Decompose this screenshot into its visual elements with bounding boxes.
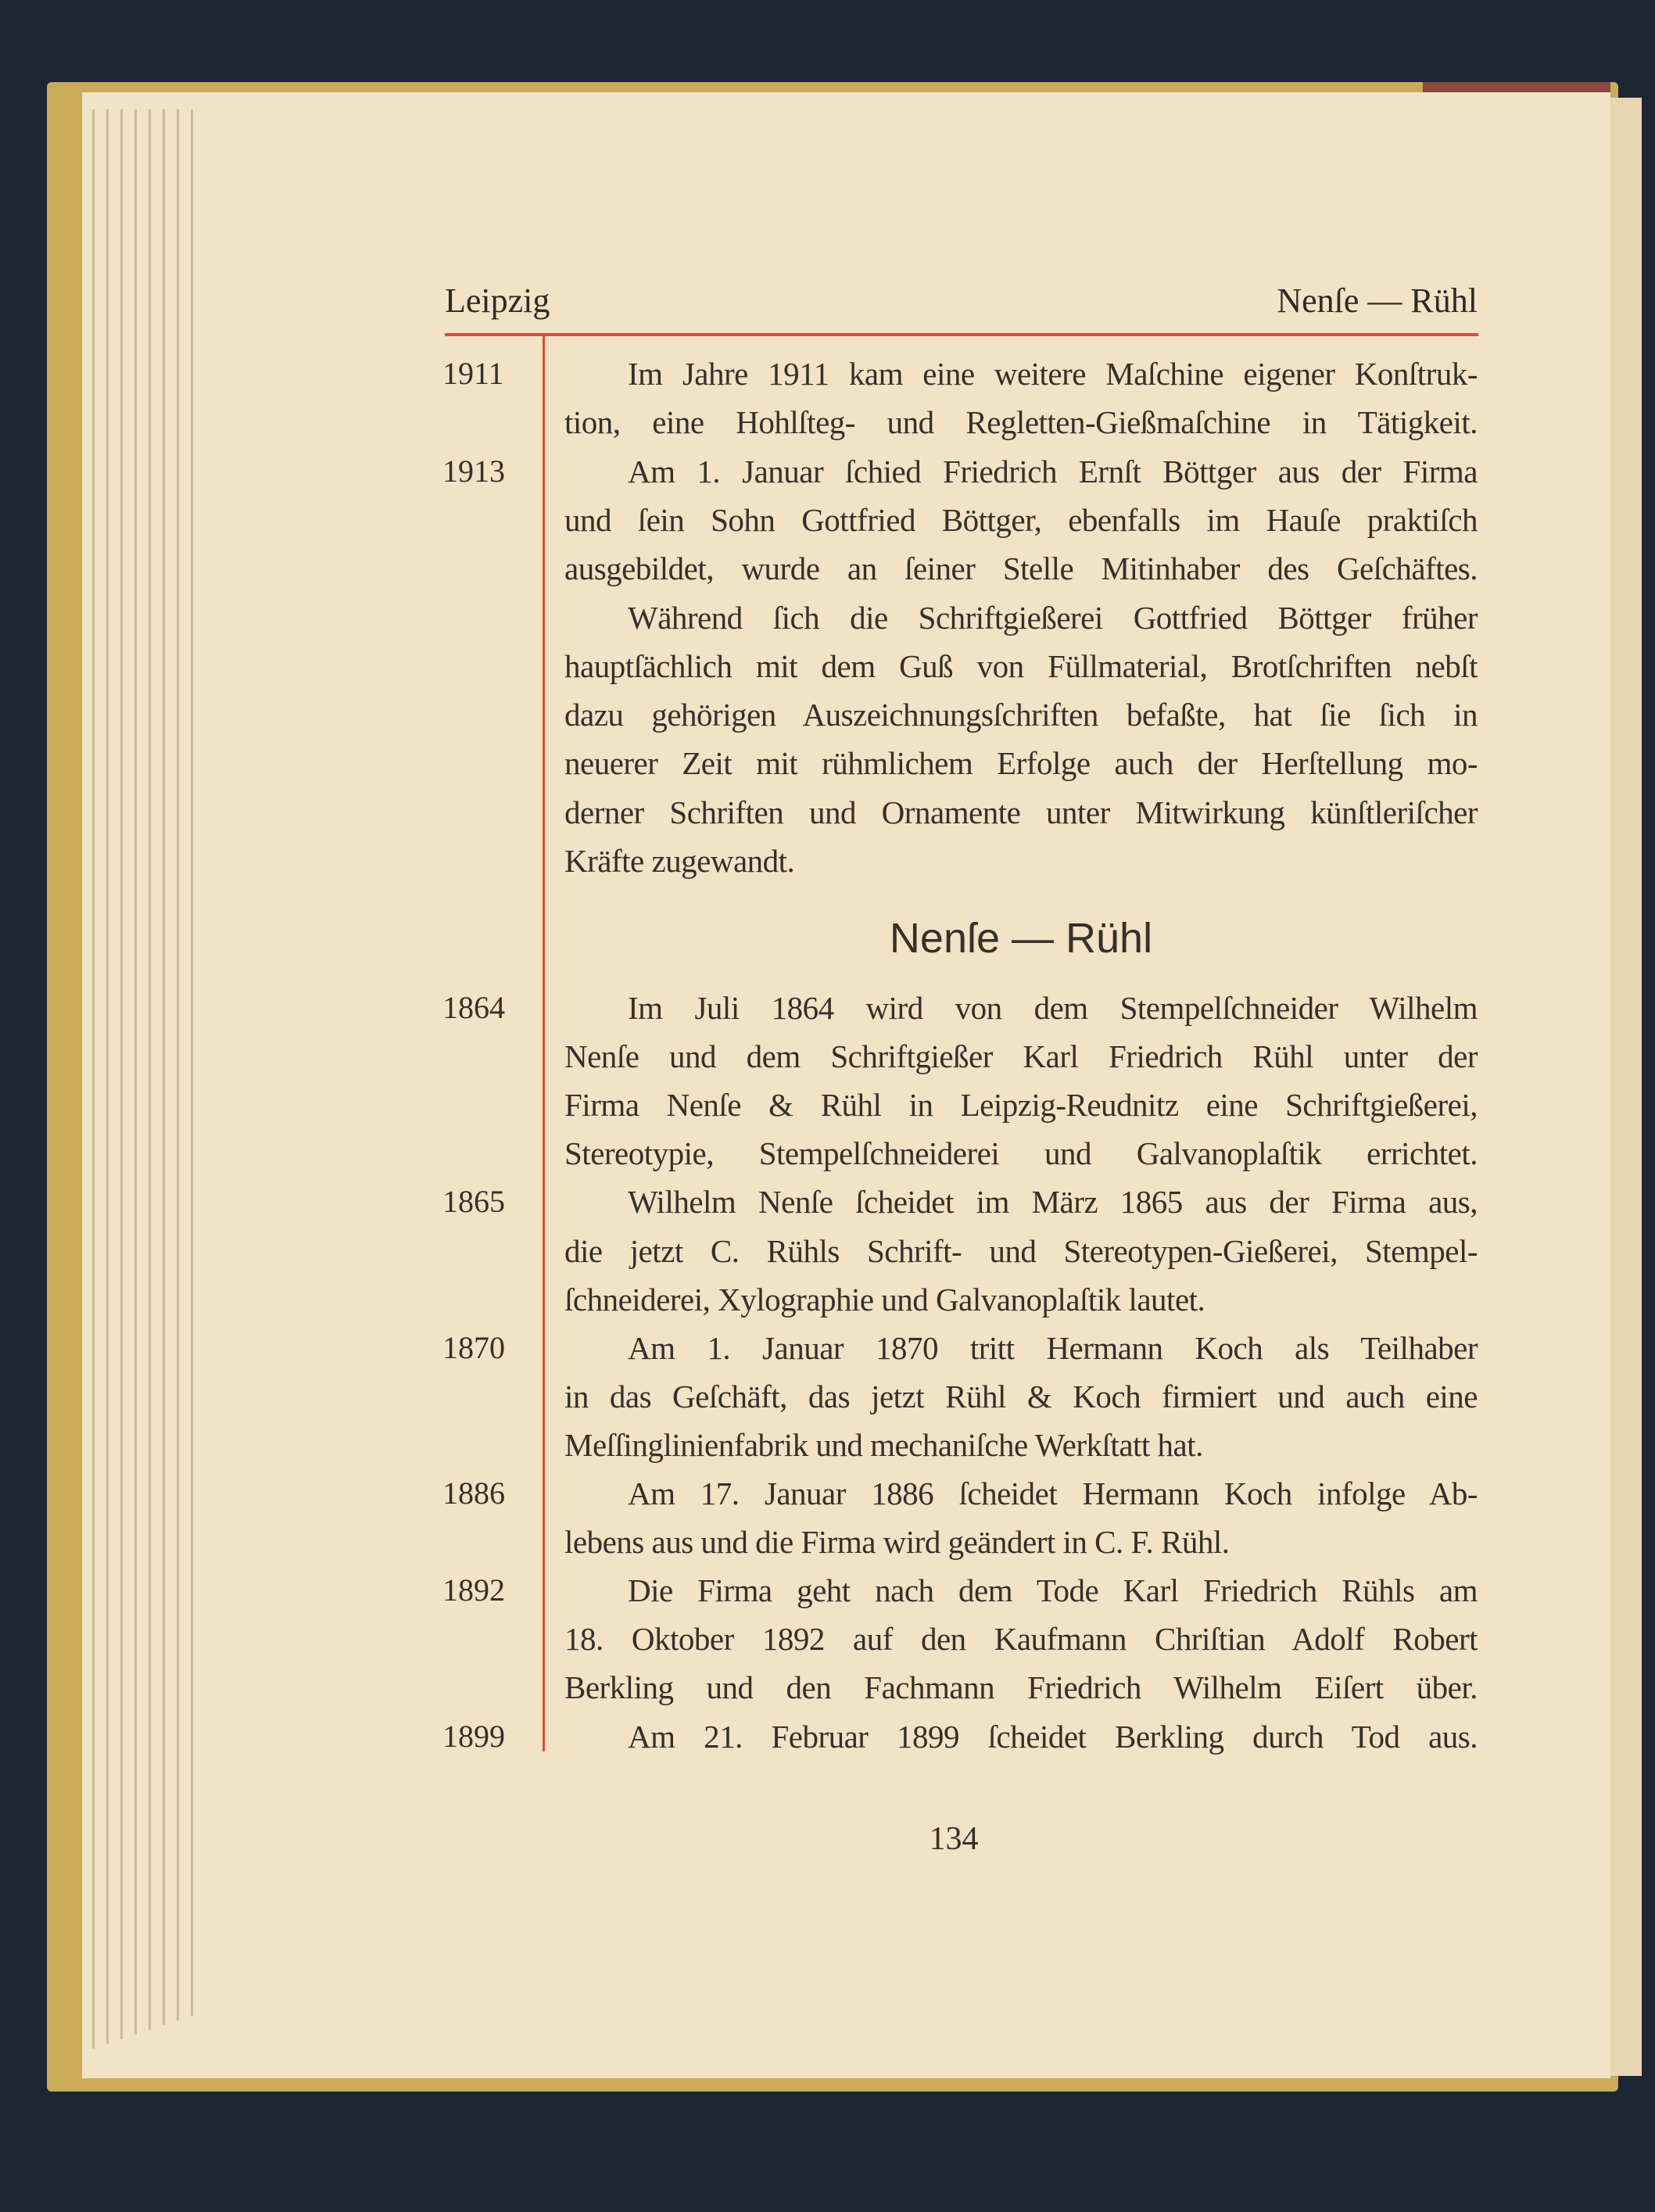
page-edge-line bbox=[120, 109, 123, 2039]
text-line: Firma Nenſe & Rühl in Leipzig-Reudnitz eine Schriftgießerei, bbox=[564, 1087, 1478, 1124]
text-line: tion, eine Hohlſteg- und Regletten-Gießmaſchine in Tätigkeit. bbox=[564, 404, 1478, 441]
running-header-left: Leipzig bbox=[445, 281, 550, 320]
page-edge-line bbox=[106, 109, 109, 2044]
text-line: Wilhelm Nenſe ſcheidet im März 1865 aus der Firma aus, bbox=[628, 1184, 1478, 1221]
page-edge-line bbox=[163, 109, 165, 2025]
page-edge-line bbox=[92, 109, 95, 2049]
text-line: derner Schriften und Ornamente unter Mitwirkung künſtleriſcher bbox=[564, 794, 1478, 830]
text-line: Nenſe und dem Schriftgießer Karl Friedrich Rühl unter der bbox=[564, 1038, 1478, 1075]
margin-year: 1913 bbox=[442, 453, 505, 489]
text-line: Am 1. Januar 1870 tritt Hermann Koch als Teilhaber bbox=[628, 1329, 1478, 1366]
margin-year: 1870 bbox=[442, 1329, 505, 1365]
text-line: Am 21. Februar 1899 ſcheidet Berkling durch Tod aus. bbox=[628, 1718, 1478, 1755]
margin-year: 1899 bbox=[442, 1718, 505, 1754]
header-rule bbox=[445, 333, 1478, 336]
text-line: ausgebildet, wurde an ſeiner Stelle Mitinhaber des Geſchäftes. bbox=[564, 550, 1478, 587]
text-line: in das Geſchäft, das jetzt Rühl & Koch firmiert und auch eine bbox=[564, 1378, 1478, 1414]
text-line: Die Firma geht nach dem Tode Karl Friedrich Rühls am bbox=[628, 1572, 1478, 1609]
margin-year: 1892 bbox=[442, 1572, 505, 1608]
text-line: hauptſächlich mit dem Guß von Füllmaterial, Brotſchriften nebſt bbox=[564, 647, 1478, 684]
page-number: 134 bbox=[929, 1821, 979, 1857]
text-line: Meſſinglinienfabrik und mechaniſche Werkſtatt hat. bbox=[564, 1426, 1203, 1463]
margin-year: 1886 bbox=[442, 1475, 505, 1511]
text-line: ſchneiderei, Xylographie und Galvanoplaſtik lautet. bbox=[564, 1281, 1205, 1318]
text-line: dazu gehörigen Auszeichnungsſchriften befaßte, hat ſie ſich in bbox=[564, 697, 1478, 733]
text-line: Am 1. Januar ſchied Friedrich Ernſt Böttger aus der Firma bbox=[628, 453, 1478, 489]
text-line: Im Jahre 1911 kam eine weitere Maſchine eigener Konſtruk- bbox=[628, 356, 1478, 392]
section-heading: Nenſe — Rühl bbox=[889, 915, 1153, 962]
text-line: und ſein Sohn Gottfried Böttger, ebenfalls im Hauſe praktiſch bbox=[564, 501, 1478, 538]
page-edge-line bbox=[134, 109, 137, 2035]
text-line: Kräfte zugewandt. bbox=[564, 843, 795, 879]
margin-rule bbox=[543, 335, 545, 1751]
text-line: neuerer Zeit mit rühmlichem Erfolge auch der Herſtellung mo- bbox=[564, 745, 1478, 782]
page-edge-line bbox=[177, 109, 179, 2020]
text-line: 18. Oktober 1892 auf den Kaufmann Chriſtian Adolf Robert bbox=[564, 1621, 1478, 1658]
margin-year: 1864 bbox=[442, 990, 505, 1025]
text-line: Am 17. Januar 1886 ſcheidet Hermann Koch infolge Ab- bbox=[628, 1475, 1478, 1511]
page-edge-line bbox=[149, 109, 151, 2030]
text-line: Stereotypie, Stempelſchneiderei und Galvanoplaſtik errichtet. bbox=[564, 1135, 1478, 1172]
text-line: Berkling und den Fachmann Friedrich Wilhelm Eiſert über. bbox=[564, 1669, 1478, 1706]
margin-year: 1865 bbox=[442, 1184, 505, 1220]
text-line: lebens aus und die Firma wird geändert in C. F. Rühl. bbox=[564, 1524, 1230, 1561]
page-edge-line bbox=[191, 109, 193, 2016]
running-header-right: Nenſe — Rühl bbox=[1277, 281, 1478, 320]
text-line: Während ſich die Schriftgießerei Gottfried Böttger früher bbox=[628, 599, 1478, 636]
text-line: die jetzt C. Rühls Schrift- und Stereotypen-Gießerei, Stempel- bbox=[564, 1232, 1478, 1269]
margin-year: 1911 bbox=[442, 356, 504, 391]
text-line: Im Juli 1864 wird von dem Stempelſchneider Wilhelm bbox=[628, 990, 1478, 1026]
